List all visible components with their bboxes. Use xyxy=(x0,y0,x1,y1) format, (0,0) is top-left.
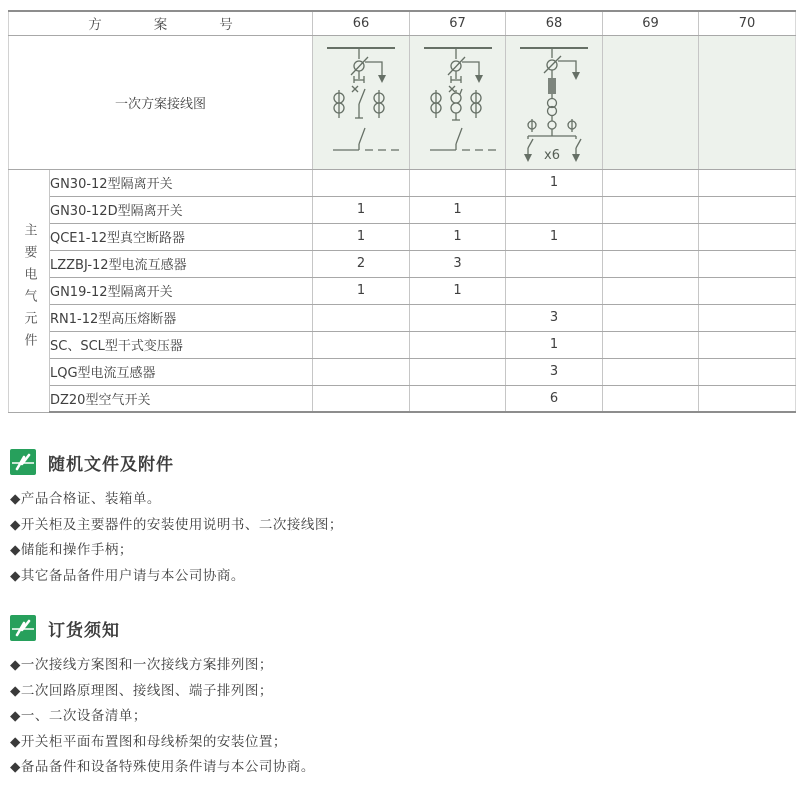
qty-cell xyxy=(603,196,699,223)
qty-cell: 1 xyxy=(506,169,603,196)
qty-cell xyxy=(603,358,699,385)
qty-cell xyxy=(313,169,410,196)
section-title: 随机文件及附件 xyxy=(48,454,174,475)
single-line-diagram-66-icon xyxy=(313,36,409,168)
table-row xyxy=(9,223,796,250)
pulse-icon xyxy=(10,449,36,475)
diagram-row xyxy=(9,35,796,169)
qty-cell: 1 xyxy=(506,331,603,358)
component-name: QCE1-12型真空断路器 xyxy=(50,223,313,250)
wiring-diagram-68 xyxy=(506,35,603,169)
qty-cell xyxy=(699,358,796,385)
scheme-table xyxy=(8,10,796,413)
qty-cell xyxy=(410,331,506,358)
list-item: ◆产品合格证、装箱单。 xyxy=(10,491,161,507)
qty-cell xyxy=(699,304,796,331)
qty-cell: 3 xyxy=(506,304,603,331)
table-row xyxy=(9,169,796,196)
component-group-label: 主要电气元件 xyxy=(9,169,50,412)
table-row xyxy=(9,385,796,412)
qty-cell xyxy=(313,331,410,358)
qty-cell xyxy=(699,331,796,358)
section-accompanying-documents xyxy=(10,449,800,475)
qty-cell xyxy=(506,250,603,277)
qty-cell xyxy=(603,385,699,412)
table-header-row xyxy=(9,11,796,35)
table-row xyxy=(9,250,796,277)
component-name: LZZBJ-12型电流互感器 xyxy=(50,250,313,277)
qty-cell xyxy=(603,223,699,250)
qty-cell xyxy=(699,277,796,304)
scheme-col-66: 66 xyxy=(313,11,410,35)
qty-cell: 2 xyxy=(313,250,410,277)
qty-cell xyxy=(410,358,506,385)
single-line-diagram-67-icon xyxy=(410,36,506,168)
qty-cell xyxy=(603,169,699,196)
qty-cell xyxy=(699,169,796,196)
component-name: GN30-12D型隔离开关 xyxy=(50,196,313,223)
qty-cell xyxy=(410,169,506,196)
qty-cell: 1 xyxy=(410,196,506,223)
list-item: ◆二次回路原理图、接线图、端子排列图； xyxy=(10,682,273,699)
diagram-row-label: 一次方案接线图 xyxy=(9,35,313,169)
qty-cell xyxy=(603,277,699,304)
qty-cell: 3 xyxy=(410,250,506,277)
section-title: 订货须知 xyxy=(48,620,120,641)
qty-cell: 1 xyxy=(313,277,410,304)
qty-cell: 3 xyxy=(506,358,603,385)
qty-cell xyxy=(313,385,410,412)
qty-cell xyxy=(410,304,506,331)
qty-cell xyxy=(313,304,410,331)
list-item: ◆开关柜平面布置图和母线桥架的安装位置； xyxy=(10,733,287,750)
qty-cell xyxy=(410,385,506,412)
component-name: SC、SCL型干式变压器 xyxy=(50,331,313,358)
wiring-diagram-67 xyxy=(410,35,506,169)
qty-cell xyxy=(313,358,410,385)
section-ordering-notes xyxy=(10,615,800,641)
qty-cell: 1 xyxy=(313,223,410,250)
scheme-col-69: 69 xyxy=(603,11,699,35)
wiring-diagram-70-empty xyxy=(699,35,796,169)
single-line-diagram-68-icon xyxy=(506,36,602,168)
qty-cell: 1 xyxy=(410,223,506,250)
table-row xyxy=(9,277,796,304)
component-name: RN1-12型高压熔断器 xyxy=(50,304,313,331)
component-name: LQG型电流互感器 xyxy=(50,358,313,385)
list-item: ◆一次接线方案图和一次接线方案排列图； xyxy=(10,657,273,673)
qty-cell xyxy=(603,331,699,358)
qty-cell: 1 xyxy=(506,223,603,250)
qty-cell: 6 xyxy=(506,385,603,412)
qty-cell xyxy=(603,304,699,331)
list-item: ◆其它备品备件用户请与本公司协商。 xyxy=(10,567,245,584)
ordering-notes-list xyxy=(10,659,800,775)
table-row xyxy=(9,304,796,331)
scheme-col-70: 70 xyxy=(699,11,796,35)
component-name: DZ20型空气开关 xyxy=(50,385,313,412)
qty-cell xyxy=(506,196,603,223)
qty-cell xyxy=(699,223,796,250)
qty-cell xyxy=(506,277,603,304)
qty-cell xyxy=(603,250,699,277)
qty-cell: 1 xyxy=(410,277,506,304)
wiring-diagram-66 xyxy=(313,35,410,169)
qty-cell: 1 xyxy=(313,196,410,223)
scheme-number-header: 方案号 xyxy=(9,11,313,35)
table-row xyxy=(9,196,796,223)
component-name: GN30-12型隔离开关 xyxy=(50,169,313,196)
accompanying-documents-list xyxy=(10,493,800,583)
qty-cell xyxy=(699,250,796,277)
pulse-icon xyxy=(10,615,36,641)
list-item: ◆一、二次设备清单； xyxy=(10,708,147,724)
scheme-col-68: 68 xyxy=(506,11,603,35)
list-item: ◆开关柜及主要器件的安装使用说明书、二次接线图； xyxy=(10,516,343,533)
scheme-col-67: 67 xyxy=(410,11,506,35)
table-row xyxy=(9,331,796,358)
list-item: ◆备品备件和设备特殊使用条件请与本公司协商。 xyxy=(10,759,315,775)
x6-multiplier-label: x6 xyxy=(544,148,560,163)
qty-cell xyxy=(699,196,796,223)
component-name: GN19-12型隔离开关 xyxy=(50,277,313,304)
qty-cell xyxy=(699,385,796,412)
table-row xyxy=(9,358,796,385)
wiring-diagram-69-empty xyxy=(603,35,699,169)
list-item: ◆储能和操作手柄； xyxy=(10,542,133,558)
